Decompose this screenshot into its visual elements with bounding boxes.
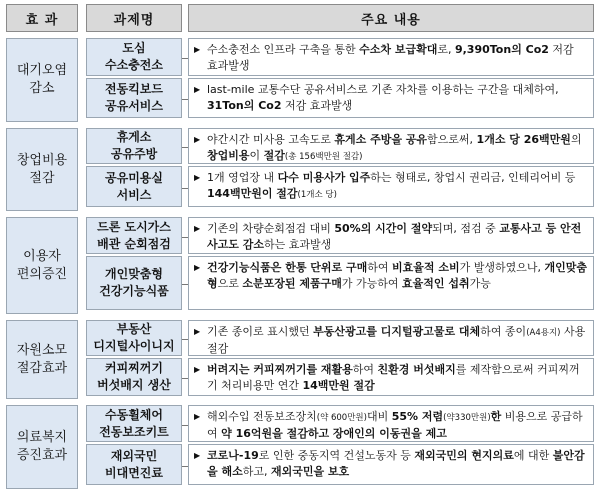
- effect-cell: 창업비용 절감: [6, 128, 78, 211]
- task-name-cell: 커피찌꺼기 버섯배지 생산: [86, 358, 182, 396]
- content-cell: ▶ last-mile 교통수단 공유서비스로 기존 자차를 이용하는 구간을 대체하여, 31Ton의 Co2 저감 효과발생: [188, 78, 594, 118]
- bullet-icon: ▶: [194, 451, 201, 460]
- task-name-cell: 도심 수소충전소: [86, 38, 182, 76]
- task-name-cell: 수동휠체어 전동보조키트: [86, 405, 182, 442]
- content-cell: ▶ 건강기능식품은 한통 단위로 구매하여 비효율적 소비가 발생하였으나, 개인맞춤형으로 소분포장된 제품구매가 가능하여 효율적인 섭취가능: [188, 256, 594, 310]
- effect-cell: 자원소모 절감효과: [6, 320, 78, 399]
- effect-cell: 의료복지 증진효과: [6, 405, 78, 489]
- bullet-icon: ▶: [194, 412, 201, 421]
- task-name-cell: 전동킥보드 공유서비스: [86, 78, 182, 118]
- bullet-icon: ▶: [194, 327, 201, 336]
- content-cell: ▶ 코로나-19로 인한 중동지역 건설노동자 등 재외국민의 현지의료에 대한 불안감을 해소하고, 재외국민을 보호: [188, 444, 594, 485]
- bullet-icon: ▶: [194, 224, 201, 233]
- bullet-icon: ▶: [194, 85, 201, 94]
- bullet-icon: ▶: [194, 45, 201, 54]
- task-name-cell: 휴게소 공유주방: [86, 128, 182, 164]
- task-name-cell: 재외국민 비대면진료: [86, 444, 182, 485]
- content-cell: ▶ 1개 영업장 내 다수 미용사가 입주하는 형태로, 창업시 권리금, 인테리어비 등 144백만원이 절감(1개소 당): [188, 166, 594, 207]
- bullet-icon: ▶: [194, 263, 201, 272]
- content-cell: ▶ 야간시간 미사용 고속도로 휴게소 주방을 공유함으로써, 1개소 당 26백만원의 창업비용이 절감(총 156백만원 절감): [188, 128, 594, 164]
- task-name-cell: 드론 도시가스 배관 순회점검: [86, 217, 182, 254]
- header-content: 주요 내용: [188, 4, 594, 32]
- content-cell: ▶ 해외수입 전동보조장치(약 600만원)대비 55% 저렴(약330만원)한 비용으로 공급하여 약 16억원을 절감하고 장애인의 이동권을 제고: [188, 405, 594, 442]
- bullet-icon: ▶: [194, 135, 201, 144]
- effect-cell: 대기오염 감소: [6, 38, 78, 122]
- bullet-icon: ▶: [194, 365, 201, 374]
- content-cell: ▶ 기존 종이로 표시했던 부동산광고를 디지털광고물로 대체하여 종이(A4용지) 사용절감: [188, 320, 594, 356]
- header-effect: 효 과: [6, 4, 78, 32]
- task-name-cell: 공유미용실 서비스: [86, 166, 182, 207]
- task-name-cell: 부동산 디지털사이니지: [86, 320, 182, 356]
- header-task: 과제명: [86, 4, 182, 32]
- content-cell: ▶ 버려지는 커피찌꺼기를 재활용하여 친환경 버섯배지를 제작함으로써 커피찌꺼기 처리비용만 연간 14백만원 절감: [188, 358, 594, 396]
- bullet-icon: ▶: [194, 173, 201, 182]
- content-cell: ▶ 기존의 차량순회점검 대비 50%의 시간이 절약되며, 점검 중 교통사고 등 안전사고도 감소하는 효과발생: [188, 217, 594, 254]
- effect-cell: 이용자 편의증진: [6, 217, 78, 314]
- content-cell: ▶ 수소충전소 인프라 구축을 통한 수소차 보급확대로, 9,390Ton의 Co2 저감 효과발생: [188, 38, 594, 76]
- task-name-cell: 개인맞춤형 건강기능식품: [86, 256, 182, 310]
